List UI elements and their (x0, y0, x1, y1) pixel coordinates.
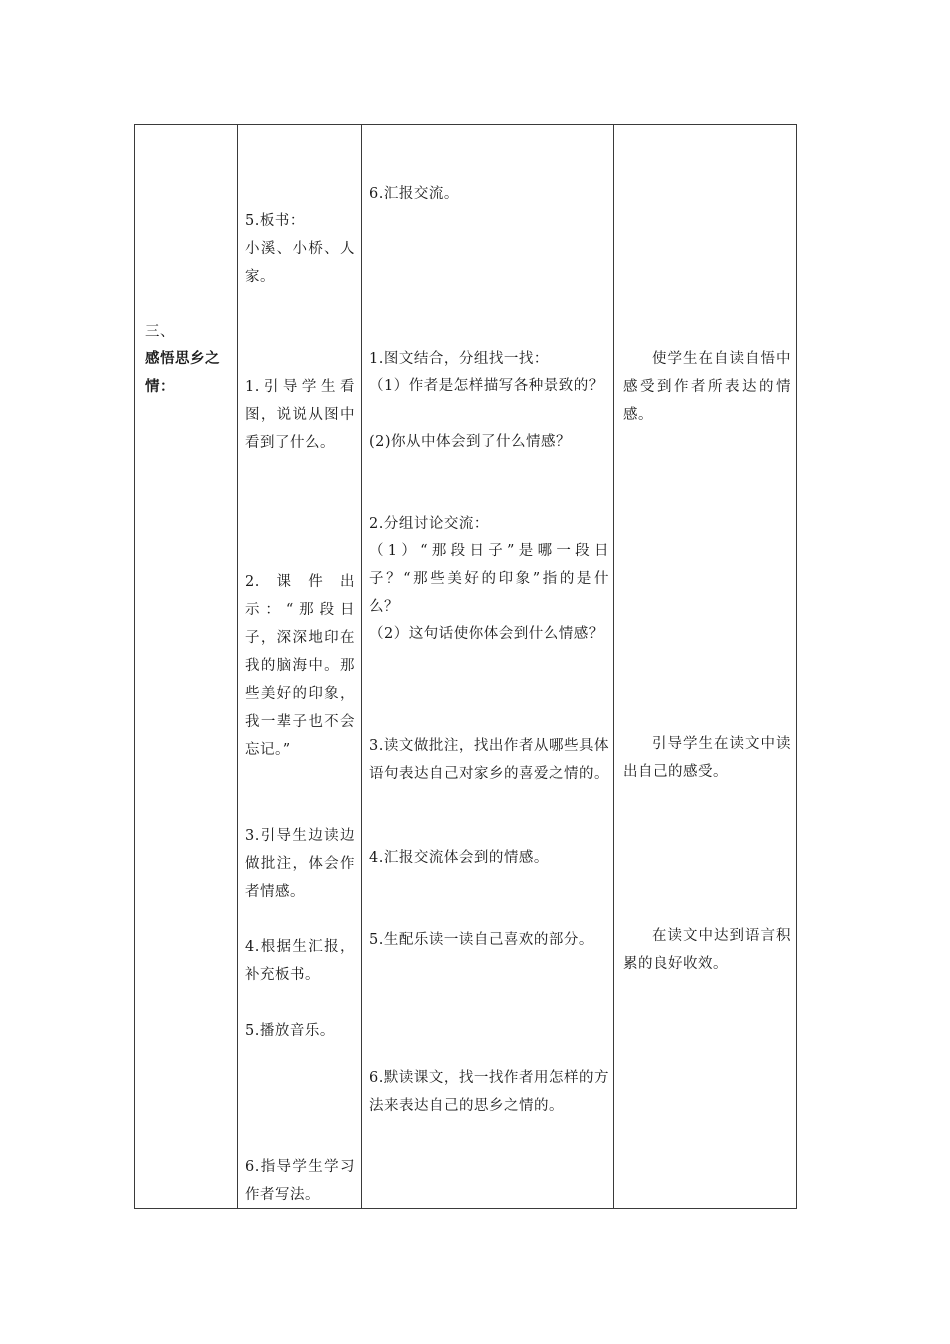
student-activity-2-q2: （2）这句话使你体会到什么情感？ (369, 626, 604, 642)
teacher-step-6: 6.指导学生学习作者写法。 (245, 1159, 355, 1203)
design-intent-2: 引导学生在读文中读出自己的感受。 (623, 736, 791, 780)
teacher-step-1: 1.引导学生看图，说说从图中看到了什么。 (245, 379, 355, 451)
teacher-step-3: 3.引导生边读边做批注，体会作者情感。 (245, 828, 355, 900)
student-report: 6.汇报交流。 (369, 186, 459, 202)
student-activity-5: 5.生配乐读一读自己喜欢的部分。 (369, 932, 594, 948)
blackboard-title: 5.板书： (245, 213, 305, 229)
column-divider (237, 125, 238, 1208)
design-intent-3: 在读文中达到语言积累的良好收效。 (623, 928, 791, 972)
teacher-step-2: 2.课件出示：“那段日子，深深地印在我的脑海中。那些美好的印象，我一辈子也不会忘记。” (245, 574, 355, 758)
column-divider (613, 125, 614, 1208)
blackboard-content: 小溪、小桥、人家。 (245, 241, 355, 285)
section-number: 三、 (145, 324, 175, 340)
teacher-step-5: 5.播放音乐。 (245, 1023, 335, 1039)
column-divider (361, 125, 362, 1208)
student-activity-1-q2: (2)你从中体会到了什么情感？ (369, 434, 572, 450)
student-activity-3: 3.读文做批注，找出作者从哪些具体语句表达自己对家乡的喜爱之情的。 (369, 738, 609, 782)
lesson-plan-table (134, 124, 797, 1209)
student-activity-1-q1: （1）作者是怎样描写各种景致的？ (369, 378, 604, 394)
student-activity-4: 4.汇报交流体会到的情感。 (369, 850, 549, 866)
teacher-step-4: 4.根据生汇报，补充板书。 (245, 939, 355, 983)
student-activity-2-q1: （1）“那段日子”是哪一段日子？“那些美好的印象”指的是什么？ (369, 543, 609, 615)
section-title: 感悟思乡之情： (145, 350, 220, 395)
student-activity-1-title: 1.图文结合，分组找一找： (369, 351, 549, 367)
design-intent-1: 使学生在自读自悟中感受到作者所表达的情感。 (623, 351, 791, 423)
student-activity-2-title: 2.分组讨论交流： (369, 516, 489, 532)
student-activity-6: 6.默读课文，找一找作者用怎样的方法来表达自己的思乡之情的。 (369, 1070, 609, 1114)
